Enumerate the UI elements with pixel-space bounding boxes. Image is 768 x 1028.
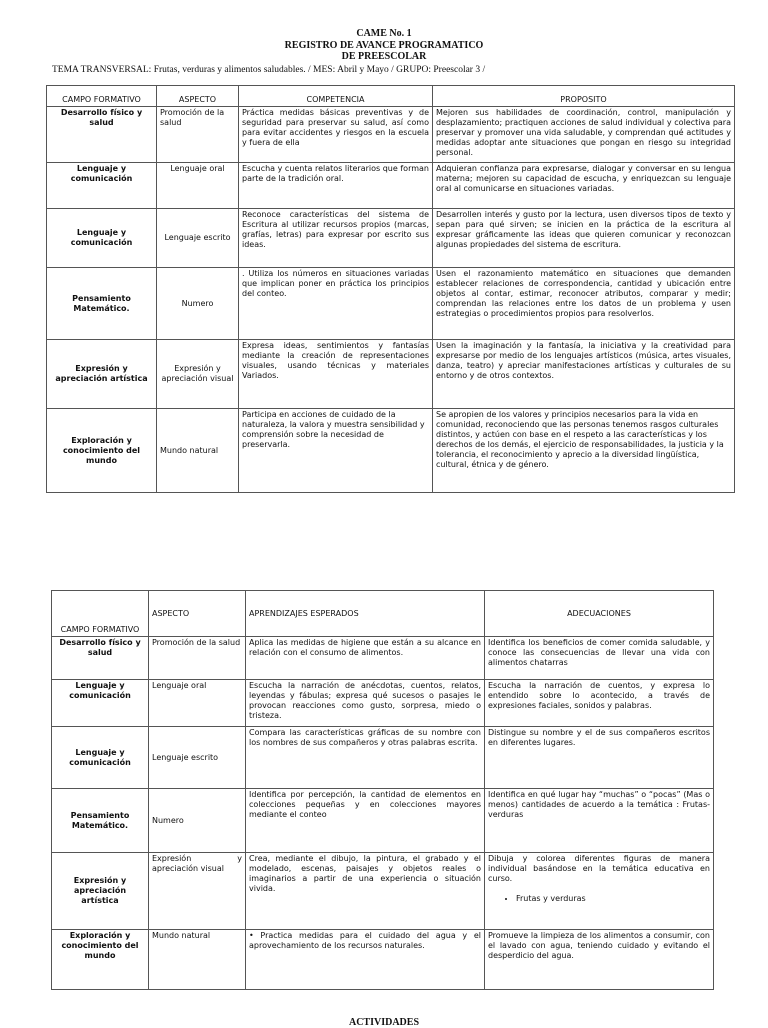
aprendizaje-cell: Identifica por percepción, la cantidad de elementos en colecciones pequeñas y en colecciones mayores mediante el conteo [246, 789, 485, 853]
campo-cell: Pensamiento Matemático. [52, 789, 149, 853]
proposito-cell: Se apropien de los valores y principios necesarios para la vida en comunidad, reconociendo que las personas tenemos rasgos culturales distintos, y actúen con base en el respeto a las características y los derechos de los demás, el ejercicio de responsabilidades, la justicia y la tolerancia, el reconocimiento y aprecio a la diversidad lingüística, cultural, étnica y de género. [433, 409, 735, 493]
aspecto-cell: Numero [149, 789, 246, 853]
aspecto-cell: Lenguaje oral [149, 680, 246, 727]
campo-cell: Expresión y apreciación artística [47, 340, 157, 409]
campo-cell: Lenguaje y comunicación [47, 163, 157, 209]
table-row [52, 930, 714, 990]
proposito-cell: Desarrollen interés y gusto por la lectura, usen diversos tipos de texto y sepan para qué sirven; se inicien en la práctica de la escritura al expresar gráficamente las ideas que quieren comunicar y reconozcan algunas propiedades del sistema de escritura. [433, 209, 735, 268]
adecuacion-text: Dibuja y colorea diferentes figuras de manera individual basándose en la temática educativa en curso. [488, 854, 710, 883]
proposito-cell: Mejoren sus habilidades de coordinación, control, manipulación y desplazamiento; practiquen acciones de salud individual y colectiva para preservar y promover una vida saludable, y comprendan qué actitudes y medidas adoptar ante situaciones que pongan en riesgo su integridad personal. [433, 107, 735, 163]
adecuacion-cell: Identifica en qué lugar hay “muchas” o “pocas” (Mas o menos) cantidades de acuerdo a la temática : Frutas- verduras [485, 789, 714, 853]
proposito-cell: Adquieran confianza para expresarse, dialogar y conversar en su lengua materna; mejoren su capacidad de escucha, y enriquezcan su lenguaje oral al comunicarse en situaciones variadas. [433, 163, 735, 209]
competencia-cell: Participa en acciones de cuidado de la naturaleza, la valora y muestra sensibilidad y comprensión sobre la necesidad de preservarla. [239, 409, 433, 493]
aprendizaje-cell: Compara las características gráficas de su nombre con los nombres de sus compañeros y otras palabras escrita. [246, 727, 485, 789]
aspecto-cell: Expresión y apreciación visual [157, 340, 239, 409]
table-row [47, 268, 735, 340]
header-aspecto: ASPECTO [149, 591, 246, 637]
header-adecuaciones: ADECUACIONES [485, 591, 714, 637]
header-aprendizajes: APRENDIZAJES ESPERADOS [246, 591, 485, 637]
header-campo: CAMPO FORMATIVO [47, 86, 157, 107]
tema-transversal: TEMA TRANSVERSAL: Frutas, verduras y alimentos saludables. / MES: Abril y Mayo / GRUPO: Preescolar 3 / [52, 65, 486, 75]
list-item: • Frutas y verduras [516, 894, 710, 904]
competencia-cell: Expresa ideas, sentimientos y fantasías mediante la creación de representaciones visuales, usando técnicas y materiales Variados. [239, 340, 433, 409]
campo-cell: Exploración y conocimiento del mundo [52, 930, 149, 990]
competencia-cell: Escucha y cuenta relatos literarios que forman parte de la tradición oral. [239, 163, 433, 209]
aspecto-cell: Expresión y apreciación visual [149, 853, 246, 930]
campo-cell: Lenguaje y comunicación [52, 680, 149, 727]
competencia-cell: . Utiliza los números en situaciones variadas que implican poner en práctica los principios del conteo. [239, 268, 433, 340]
aprendizaje-cell: • Practica medidas para el cuidado del agua y el aprovechamiento de los recursos naturales. [246, 930, 485, 990]
header-proposito: PROPOSITO [433, 86, 735, 107]
aspecto-cell: Lenguaje escrito [157, 209, 239, 268]
competencia-cell: Reconoce características del sistema de Escritura al utilizar recursos propios (marcas, grafías, letras) para expresar por escrito sus ideas. [239, 209, 433, 268]
campo-cell: Exploración y conocimiento del mundo [47, 409, 157, 493]
campo-cell: Lenguaje y comunicación [47, 209, 157, 268]
document-subtitle: REGISTRO DE AVANCE PROGRAMATICO [284, 40, 484, 51]
campo-cell: Lenguaje y comunicación [52, 727, 149, 789]
header-aspecto: ASPECTO [157, 86, 239, 107]
actividades-heading: ACTIVIDADES [348, 1017, 419, 1028]
table-row [52, 680, 714, 727]
proposito-cell: Usen el razonamiento matemático en situaciones que demanden establecer relaciones de correspondencia, cantidad y ubicación entre objetos al contar, estimar, reconocer atributos, comparar y medir; comprendan las relaciones entre los datos de un problema y usen estrategias o procedimientos propios para resolverlos. [433, 268, 735, 340]
aspecto-cell: Lenguaje escrito [149, 727, 246, 789]
aprendizaje-cell: Aplica las medidas de higiene que están a su alcance en relación con el consumo de alimentos. [246, 637, 485, 680]
bullet-list [488, 894, 710, 904]
table-header-row [47, 86, 735, 107]
campo-cell: Pensamiento Matemático. [47, 268, 157, 340]
table-row [52, 727, 714, 789]
competencias-table [46, 85, 735, 493]
aspecto-cell: Lenguaje oral [157, 163, 239, 209]
aspecto-cell: Promoción de la salud [149, 637, 246, 680]
campo-cell: Expresión y apreciación artística [52, 853, 149, 930]
document-title: CAME No. 1 [356, 28, 412, 39]
aspecto-cell: Numero [157, 268, 239, 340]
document-subtitle-2: DE PREESCOLAR [341, 51, 427, 62]
adecuacion-cell: Distingue su nombre y el de sus compañeros escritos en diferentes lugares. [485, 727, 714, 789]
table-header-row [52, 591, 714, 637]
table-row [47, 409, 735, 493]
adecuacion-cell: Identifica los beneficios de comer comida saludable, y conoce las consecuencias de llevar una vida con alimentos chatarras [485, 637, 714, 680]
aprendizaje-cell: Crea, mediante el dibujo, la pintura, el grabado y el modelado, escenas, paisajes y objetos reales o imaginarios a partir de una experiencia o situación vivida. [246, 853, 485, 930]
table-row [47, 163, 735, 209]
adecuacion-cell [485, 853, 714, 930]
adecuacion-cell: Promueve la limpieza de los alimentos a consumir, con el lavado con agua, teniendo cuidado y evitando el desperdicio del agua. [485, 930, 714, 990]
table-row [47, 209, 735, 268]
competencia-cell: Práctica medidas básicas preventivas y de seguridad para preservar su salud, así como para evitar accidentes y riesgos en la escuela y fuera de ella [239, 107, 433, 163]
header-competencia: COMPETENCIA [239, 86, 433, 107]
table-row [52, 637, 714, 680]
adecuacion-cell: Escucha la narración de cuentos, y expresa lo entendido sobre lo acontecido, a través de expresiones faciales, sonidos y palabras. [485, 680, 714, 727]
aprendizajes-table [51, 590, 714, 990]
aspecto-cell: Mundo natural [157, 409, 239, 493]
table-row [52, 853, 714, 930]
campo-cell: Desarrollo físico y salud [52, 637, 149, 680]
aspecto-cell: Mundo natural [149, 930, 246, 990]
campo-cell: Desarrollo físico y salud [47, 107, 157, 163]
table-row [47, 107, 735, 163]
proposito-cell: Usen la imaginación y la fantasía, la iniciativa y la creatividad para expresarse por medio de los lenguajes artísticos (música, artes visuales, danza, teatro) y apreciar manifestaciones artísticas y culturales de su entorno y de otros contextos. [433, 340, 735, 409]
aprendizaje-cell: Escucha la narración de anécdotas, cuentos, relatos, leyendas y fábulas; expresa qué sucesos o pasajes le provocan reacciones como gusto, sorpresa, miedo o tristeza. [246, 680, 485, 727]
table-row [52, 789, 714, 853]
table-row [47, 340, 735, 409]
header-campo: CAMPO FORMATIVO [52, 591, 149, 637]
aspecto-cell: Promoción de la salud [157, 107, 239, 163]
